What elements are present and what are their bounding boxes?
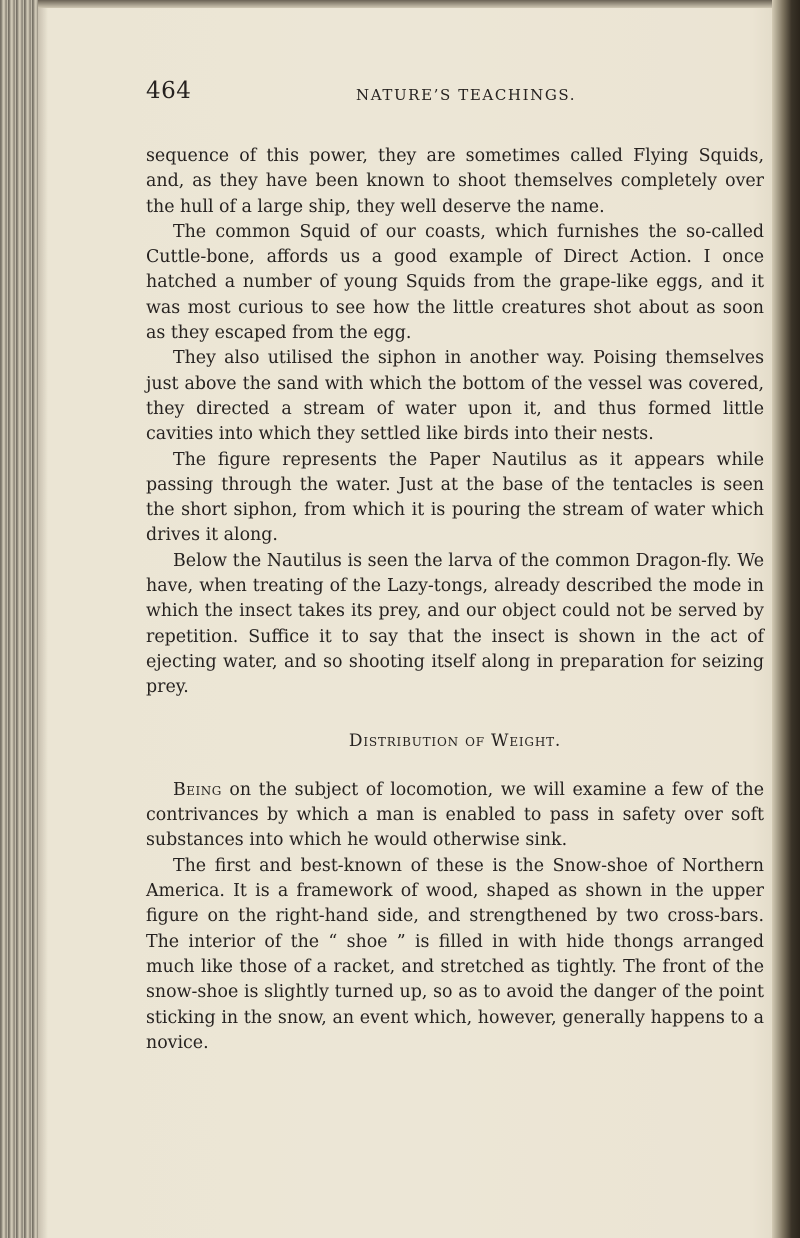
- book-binding-edge: [0, 0, 38, 1238]
- page-number: 464: [146, 78, 192, 104]
- paragraph-7: The first and best-known of these is the Snow-shoe of Northern America. It is a framework of wood, shaped as shown in the upper figure on the right-hand side, and strengthened by two cross-bars. The interior of the “ shoe ” is filled in with hide thongs arranged much like those of a racket, and stretched as tightly. The front of the snow-shoe is slightly turned up, so as to avoid the danger of the point sticking in the snow, an event which, however, generally happens to a novice.: [146, 855, 764, 1053]
- paragraph-2: The common Squid of our coasts, which furnishes the so-called Cuttle-bone, affords us a good example of Direct Action. I once hatched a number of young Squids from the grape-like eggs, and it was most curious to see how the little creatures shot about as soon as they escaped from the egg.: [146, 221, 764, 344]
- running-head: NATURE’S TEACHINGS.: [356, 86, 577, 104]
- paragraph-6: [146, 778, 764, 854]
- body-text: [146, 144, 764, 1056]
- paragraph-6-rest: on the subject of locomotion, we will examine a few of the contrivances by which a man is enabled to pass in safety over soft substances into which he would otherwise sink.: [146, 779, 764, 851]
- paragraph-5: Below the Nautilus is seen the larva of the common Dragon-fly. We have, when treating of the Lazy-tongs, already described the mode in which the insect takes its prey, and our object could not be served by repetition. Suffice it to say that the insect is shown in the act of ejecting water, and so shooting itself along in preparation for seizing prey.: [146, 550, 764, 698]
- section-heading: Distribution of Weight.: [348, 730, 562, 751]
- paragraph-1: sequence of this power, they are sometimes called Flying Squids, and, as they have been known to shoot themselves completely over the hull of a large ship, they well deserve the name.: [146, 146, 764, 217]
- page-right-edge: [772, 0, 800, 1238]
- paragraph-6-lead: Being: [173, 779, 222, 800]
- page-top-edge: [38, 0, 800, 8]
- paragraph-4: The figure represents the Paper Nautilus as it appears while passing through the water. Just at the base of the tentacles is seen the short siphon, from which it is pouring the stream of water which drives it along.: [146, 449, 764, 546]
- page-header: [146, 78, 766, 118]
- paragraph-3: They also utilised the siphon in another way. Poising themselves just above the sand with which the bottom of the vessel was covered, they directed a stream of water upon it, and thus formed little cavities into which they settled like birds into their nests.: [146, 348, 764, 445]
